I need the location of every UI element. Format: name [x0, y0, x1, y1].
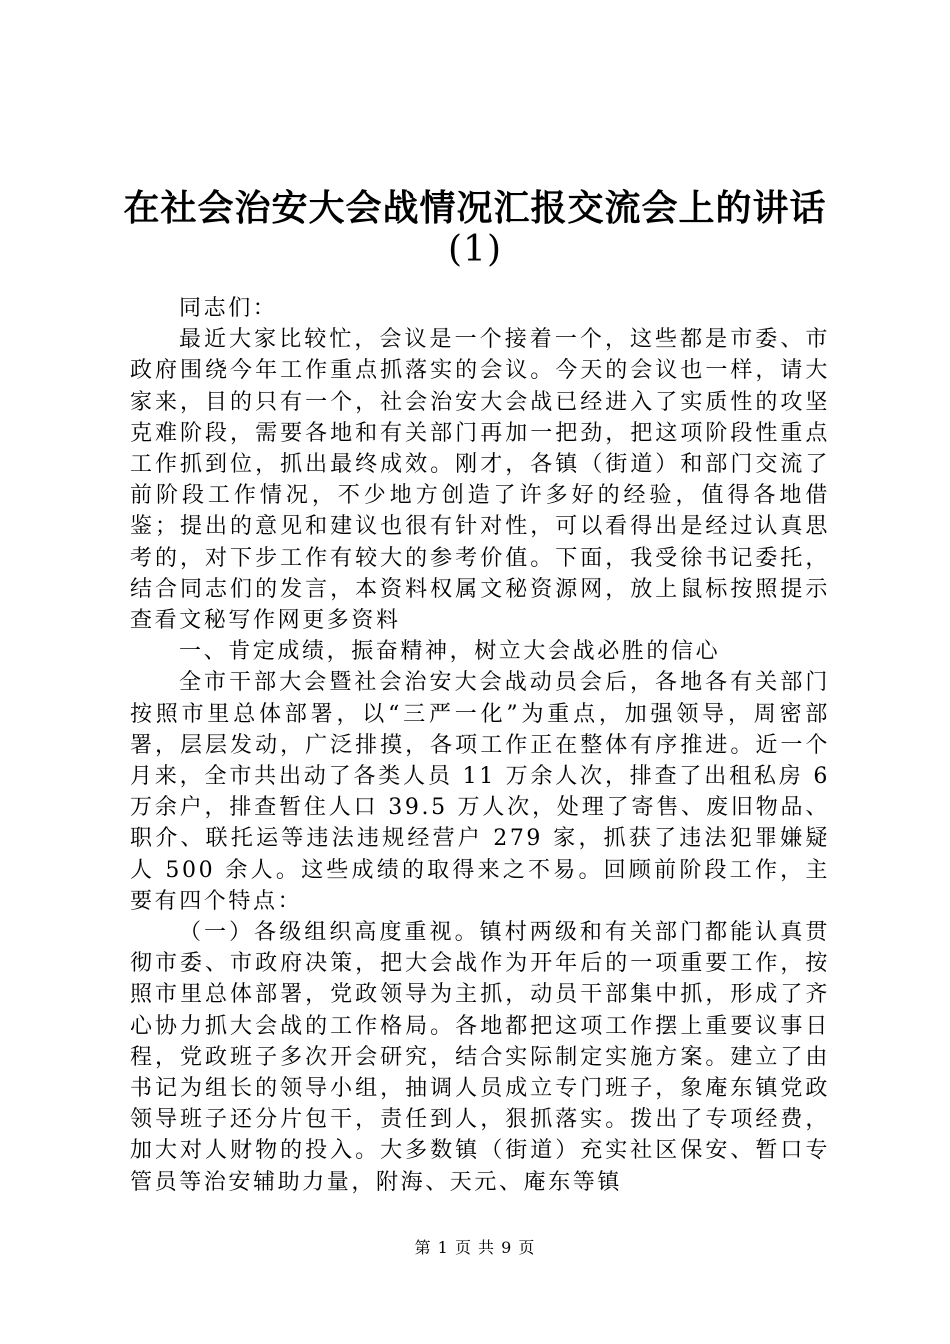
document-title-suffix: (1) [448, 229, 502, 270]
salutation: 同志们： [179, 296, 278, 321]
body-paragraph: 全市干部大会暨社会治安大会战动员会后，各地各有关部门按照市里总体部署，以“三严一化”为重点，加强领导，周密部署，层层发动，广泛排摸，各项工作正在整体有序推进。近一个月来，全市共出动了各类人员 11 万余人次，排查了出租私房 6 万余户，排查暂住人口 39.5 万人次，处理了寄售、废旧物品、职介、联托运等违法违规经营户 279 家，抓获了违法犯罪嫌疑人 500 余人。这些成绩的取得来之不易。回顾前阶段工作，主要有四个特点： [130, 670, 830, 914]
document-title: 在社会治安大会战情况汇报交流会上的讲话 [123, 187, 827, 229]
page-footer: 第 1 页 共 9 页 [414, 1238, 536, 1257]
section-heading: 一、肯定成绩，振奋精神，树立大会战必胜的信心 [179, 639, 721, 665]
body-paragraph: 最近大家比较忙，会议是一个接着一个，这些都是市委、市政府围绕今年工作重点抓落实的会议。今天的会议也一样，请大家来，目的只有一个，社会治安大会战已经进入了实质性的攻坚克难阶段，需要各地和有关部门再加一把劲，把这项阶段性重点工作抓到位，抓出最终成效。刚才，各镇（街道）和部门交流了前阶段工作情况，不少地方创造了许多好的经验，值得各地借鉴；提出的意见和建议也很有针对性，可以看得出是经过认真思考的，对下步工作有较大的参考价值。下面，我受徐书记委托，结合同志们的发言，本资料权属文秘资源网，放上鼠标按照提示查看文秘写作网更多资料 [130, 327, 830, 634]
body-paragraph: （一）各级组织高度重视。镇村两级和有关部门都能认真贯彻市委、市政府决策，把大会战作为开年后的一项重要工作，按照市里总体部署，党政领导为主抓，动员干部集中抓，形成了齐心协力抓大会战的工作格局。各地都把这项工作摆上重要议事日程，党政班子多次开会研究，结合实际制定实施方案。建立了由书记为组长的领导小组，抽调人员成立专门班子，象庵东镇党政领导班子还分片包干，责任到人，狠抓落实。拨出了专项经费，加大对人财物的投入。大多数镇（街道）充实社区保安、暂口专管员等治安辅助力量，附海、天元、庵东等镇 [130, 920, 830, 1195]
document-body [130, 293, 830, 1198]
